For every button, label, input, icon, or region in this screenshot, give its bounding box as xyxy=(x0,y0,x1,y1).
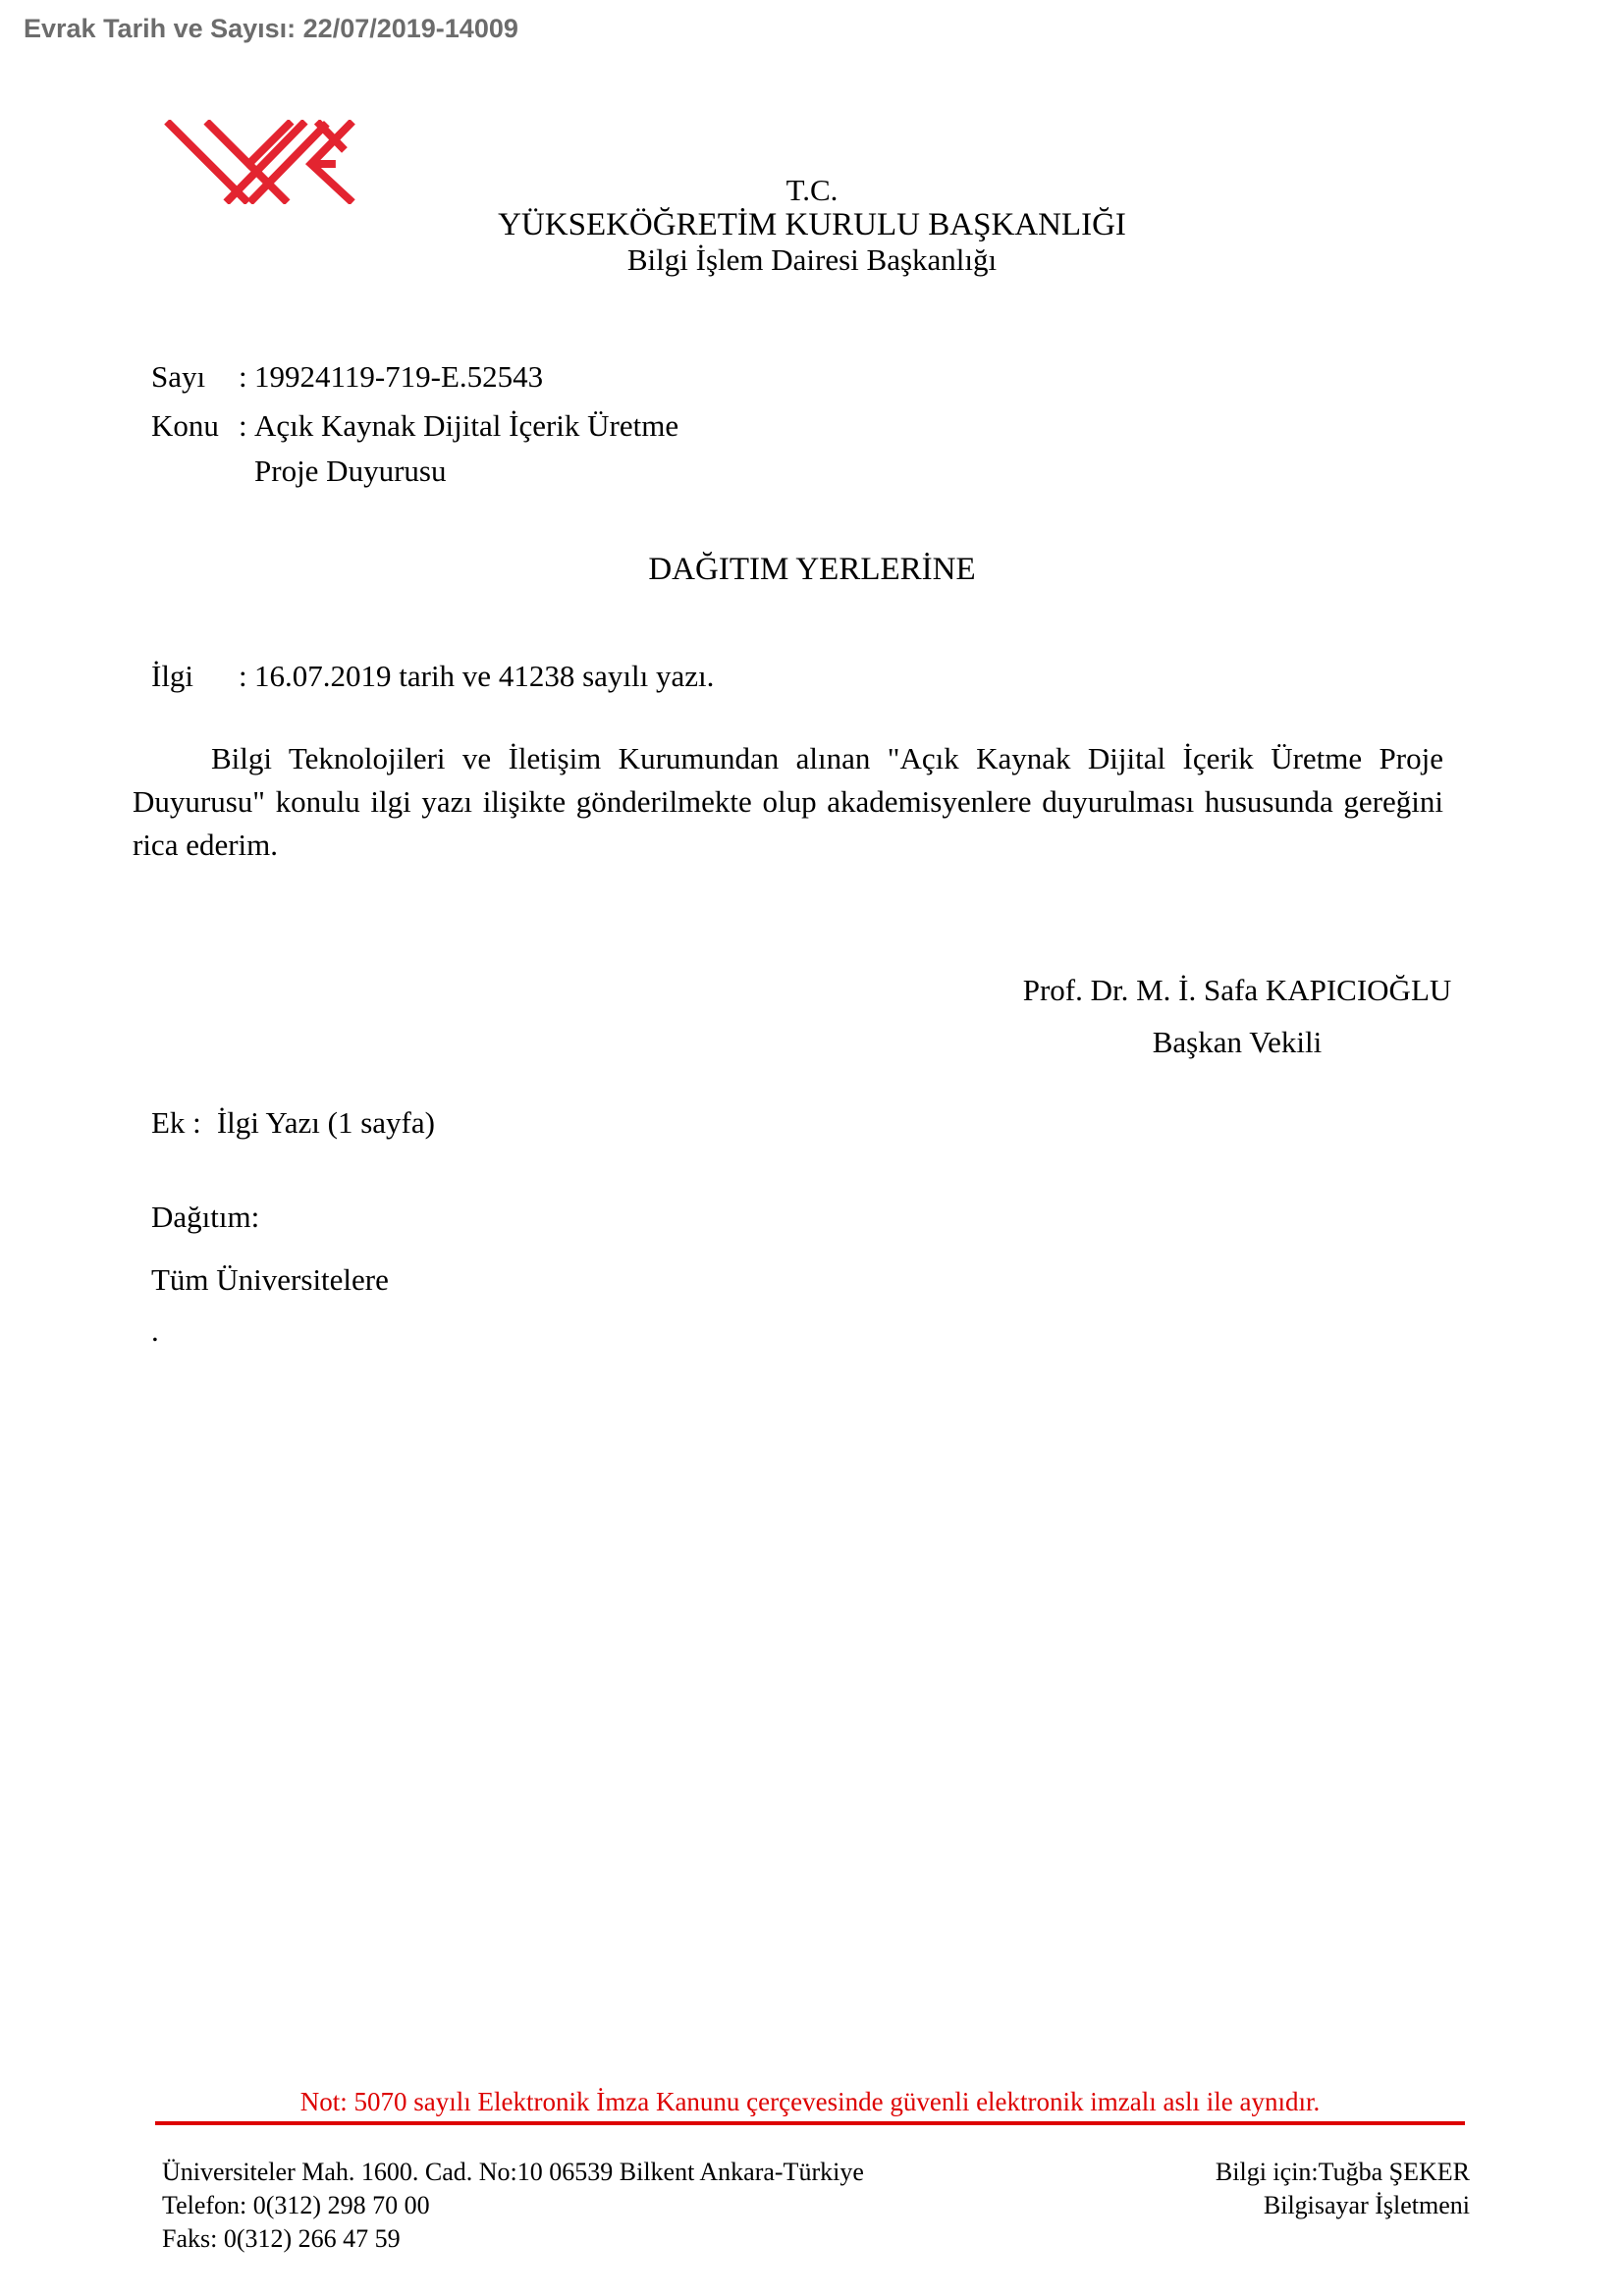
attachment-label: Ek : xyxy=(151,1105,201,1140)
esignature-note: Not: 5070 sayılı Elektronik İmza Kanunu çerçevesinde güvenli elektronik imzalı aslı ile aynıdır. xyxy=(299,2087,1321,2116)
header-department: Bilgi İşlem Dairesi Başkanlığı xyxy=(626,242,998,277)
field-ilgi-label: İlgi xyxy=(151,659,194,693)
distribution-item: Tüm Üniversitelere xyxy=(151,1262,389,1297)
footer-contact-right xyxy=(1216,2156,1470,2222)
header-organization: YÜKSEKÖĞRETİM KURULU BAŞKANLIĞI xyxy=(498,207,1126,242)
header-tc: T.C. xyxy=(785,173,839,207)
field-sayi-separator: : xyxy=(239,359,247,394)
field-ilgi-value: 16.07.2019 tarih ve 41238 sayılı yazı. xyxy=(254,659,715,693)
signature-block xyxy=(1001,964,1473,1068)
attachment-value: İlgi Yazı (1 sayfa) xyxy=(216,1105,435,1140)
field-sayi-value: 19924119-719-E.52543 xyxy=(254,359,544,394)
footer-contact-left xyxy=(162,2156,864,2256)
signature-title: Başkan Vekili xyxy=(1152,1025,1323,1059)
footer-fax: Faks: 0(312) 266 47 59 xyxy=(162,2224,401,2253)
distribution-item: . xyxy=(151,1313,159,1348)
footer-contact-person: Bilgi için:Tuğba ŞEKER xyxy=(1215,2158,1470,2186)
footer-phone: Telefon: 0(312) 298 70 00 xyxy=(162,2191,430,2219)
field-sayi-label: Sayı xyxy=(151,359,206,394)
field-sayi xyxy=(151,354,1035,400)
attachment-line xyxy=(151,1105,435,1141)
field-konu-value: Açık Kaynak Dijital İçerik Üretme Proje Duyurusu xyxy=(254,408,679,488)
footer-address: Üniversiteler Mah. 1600. Cad. No:10 06539 Bilkent Ankara-Türkiye xyxy=(162,2158,864,2186)
field-ilgi xyxy=(151,654,1231,699)
footer-divider xyxy=(155,2121,1465,2125)
signature-name: Prof. Dr. M. İ. Safa KAPICIOĞLU xyxy=(1022,973,1452,1007)
document-stamp: Evrak Tarih ve Sayısı: 22/07/2019-14009 xyxy=(24,14,518,43)
field-konu xyxy=(151,403,780,494)
recipient-line: DAĞITIM YERLERİNE xyxy=(648,552,976,587)
field-konu-label: Konu xyxy=(151,408,219,443)
field-konu-separator: : xyxy=(239,408,247,443)
body-paragraph: Bilgi Teknolojileri ve İletişim Kurumundan alınan "Açık Kaynak Dijital İçerik Üretme Proje Duyurusu" konulu ilgi yazı ilişikte gönderilmekte olup akademisyenlere duyurulması hususunda gereğini rica ederim. xyxy=(133,741,1443,862)
distribution-label: Dağıtım: xyxy=(151,1200,260,1234)
footer-contact-title: Bilgisayar İşletmeni xyxy=(1263,2191,1470,2219)
field-ilgi-separator: : xyxy=(239,659,247,693)
